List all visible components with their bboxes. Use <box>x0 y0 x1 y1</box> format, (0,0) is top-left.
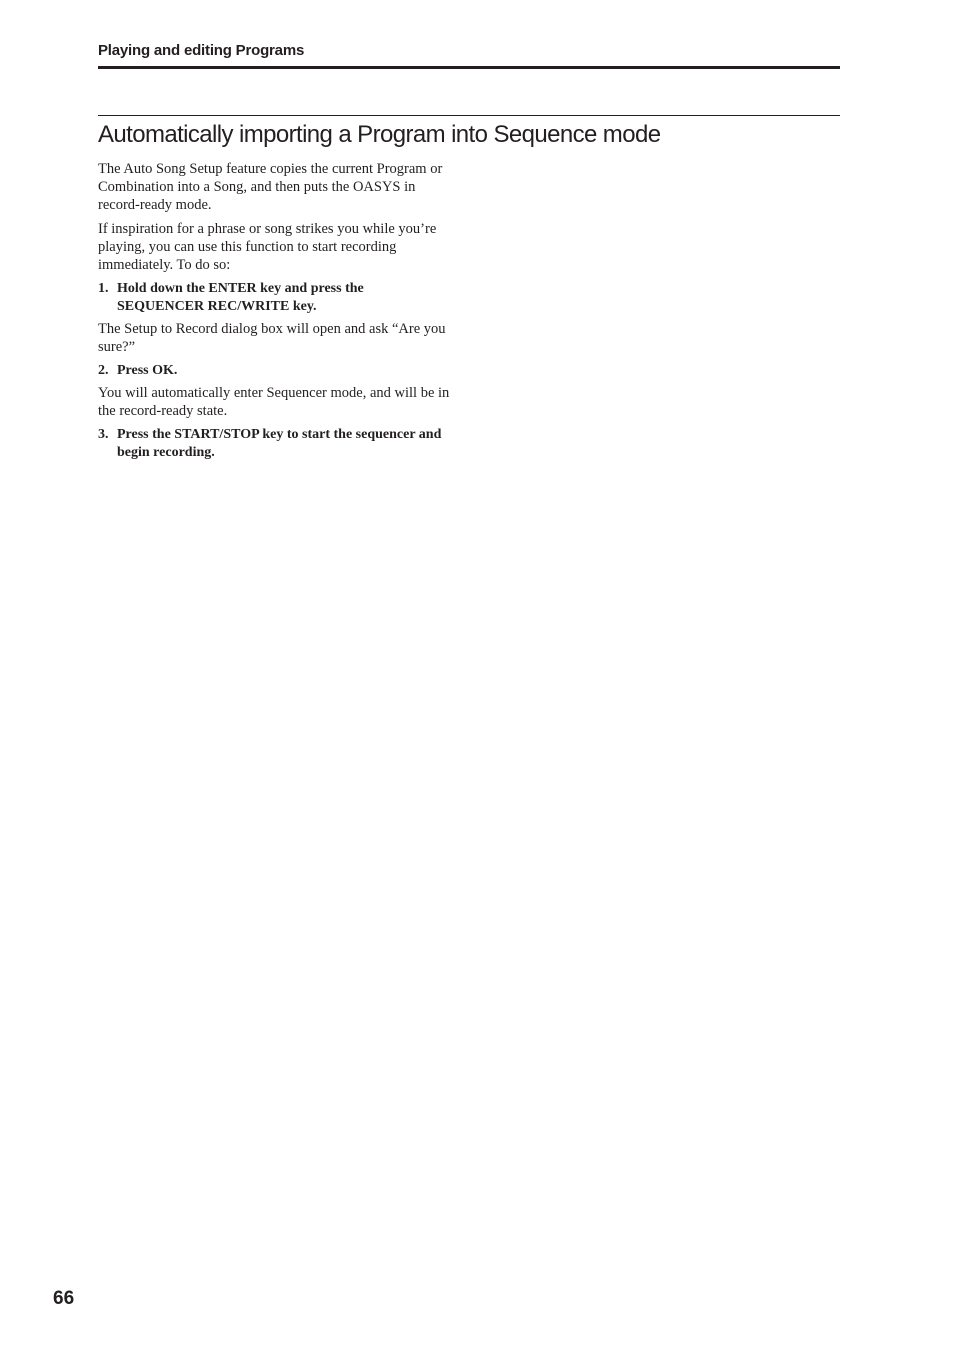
intro-paragraph-2: If inspiration for a phrase or song strikes you while you’re playing, you can use this function to start recording immediately. To do so: <box>98 221 437 273</box>
section-title: Automatically importing a Program into Sequence mode <box>98 121 661 148</box>
step-instruction: Hold down the ENTER key and press the SEQUENCER REC/WRITE key. <box>117 281 364 314</box>
page-number: 66 <box>53 1288 75 1309</box>
body-column <box>98 160 450 466</box>
step-1-result: The Setup to Record dialog box will open and ask “Are you sure?” <box>98 321 446 355</box>
step-number: 2. <box>98 363 109 378</box>
running-head: Playing and editing Programs <box>98 42 305 59</box>
step-instruction: Press OK. <box>117 363 178 378</box>
step-3 <box>98 426 450 462</box>
intro-paragraph-1: The Auto Song Setup feature copies the current Program or Combination into a Song, and then puts the OASYS in record-ready mode. <box>98 161 443 213</box>
step-number: 3. <box>98 427 109 442</box>
step-number: 1. <box>98 281 109 296</box>
step-2 <box>98 362 450 380</box>
step-1 <box>98 280 450 316</box>
section-rule <box>98 115 840 116</box>
step-instruction: Press the START/STOP key to start the sequencer and begin recording. <box>117 427 442 460</box>
step-2-result: You will automatically enter Sequencer mode, and will be in the record-ready state. <box>98 385 450 419</box>
header-rule <box>98 66 840 69</box>
